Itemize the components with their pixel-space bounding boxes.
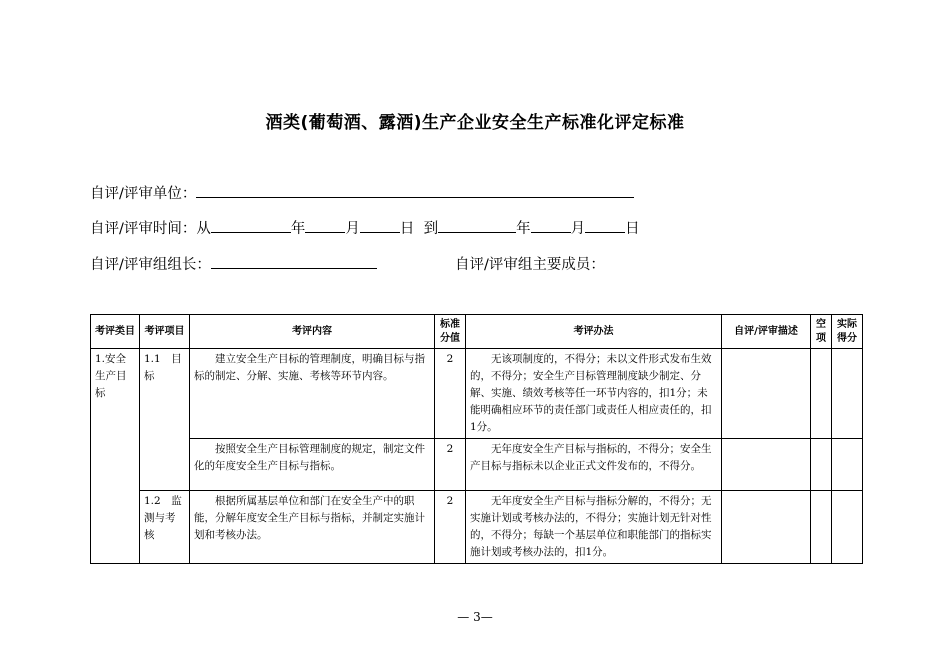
header-category: 考评类目 xyxy=(91,315,140,349)
project-cell: 1.2 监测与考核 xyxy=(140,491,190,564)
score-cell: 2 xyxy=(435,439,466,491)
method-cell: 无该项制度的，不得分；未以文件形式发布生效的，不得分；安全生产目标管理制度缺少制定、分解、实施、绩效考核等任一环节内容的，扣1分；未能明确相应环节的责任部门或责任人相应责任的，扣1分。 xyxy=(466,349,722,439)
year-label: 年 xyxy=(290,221,306,237)
leader-blank-line[interactable] xyxy=(211,253,377,269)
actual-score-cell[interactable] xyxy=(832,349,863,439)
header-score: 标准分值 xyxy=(435,315,466,349)
leader-label: 自评/评审组组长： xyxy=(90,257,211,273)
day-label: 日 xyxy=(399,221,415,237)
document-title: 酒类(葡萄酒、露酒)生产企业安全生产标准化评定标准 xyxy=(265,113,685,133)
method-cell: 无年度安全生产目标与指标的，不得分；安全生产目标与指标未以企业正式文件发布的，不得分。 xyxy=(466,439,722,491)
description-cell[interactable] xyxy=(722,349,811,439)
score-cell: 2 xyxy=(435,491,466,564)
content-cell: 建立安全生产目标的管理制度，明确目标与指标的制定、分解、实施、考核等环节内容。 xyxy=(190,349,435,439)
table-row xyxy=(91,349,863,439)
content-cell: 按照安全生产目标管理制度的规定，制定文件化的年度安全生产目标与指标。 xyxy=(190,439,435,491)
header-method: 考评办法 xyxy=(466,315,722,349)
year-label: 年 xyxy=(516,221,531,237)
unit-label: 自评/评审单位： xyxy=(90,186,197,202)
table-row xyxy=(91,439,863,491)
end-day-blank[interactable] xyxy=(585,217,625,233)
header-empty-item: 空项 xyxy=(811,315,832,349)
leader-row xyxy=(90,253,377,274)
start-day-blank[interactable] xyxy=(360,217,400,233)
header-project: 考评项目 xyxy=(140,315,190,349)
actual-score-cell[interactable] xyxy=(832,491,863,564)
start-month-blank[interactable] xyxy=(305,217,345,233)
start-year-blank[interactable] xyxy=(211,217,291,233)
members-label: 自评/评审组主要成员： xyxy=(455,257,605,273)
table-header-row xyxy=(91,315,863,349)
description-cell[interactable] xyxy=(722,491,811,564)
description-cell[interactable] xyxy=(722,439,811,491)
table-row xyxy=(91,491,863,564)
evaluation-time-row xyxy=(90,217,640,238)
empty-item-cell[interactable] xyxy=(811,491,832,564)
evaluation-standard-table xyxy=(90,314,863,564)
page-number: — 3— xyxy=(457,610,493,624)
empty-item-cell[interactable] xyxy=(811,349,832,439)
method-cell: 无年度安全生产目标与指标分解的，不得分；无实施计划或考核办法的，不得分；实施计划无针对性的，不得分；每缺一个基层单位和职能部门的指标实施计划或考核办法的，扣1分。 xyxy=(466,491,722,564)
to-label: 到 xyxy=(423,221,439,237)
month-label: 月 xyxy=(570,221,586,237)
category-cell: 1.安全生产目标 xyxy=(91,349,140,564)
header-actual-score: 实际得分 xyxy=(832,315,863,349)
header-content: 考评内容 xyxy=(190,315,435,349)
month-label: 月 xyxy=(345,221,360,237)
day-label: 日 xyxy=(625,221,640,237)
empty-item-cell[interactable] xyxy=(811,439,832,491)
unit-blank-line[interactable] xyxy=(196,182,634,198)
end-year-blank[interactable] xyxy=(438,217,516,233)
content-cell: 根据所属基层单位和部门在安全生产中的职能，分解年度安全生产目标与指标，并制定实施计划和考核办法。 xyxy=(190,491,435,564)
project-cell: 1.1 目标 xyxy=(140,349,190,491)
evaluation-unit-row xyxy=(90,182,634,203)
header-description: 自评/评审描述 xyxy=(722,315,811,349)
end-month-blank[interactable] xyxy=(531,217,571,233)
score-cell: 2 xyxy=(435,349,466,439)
time-label: 自评/评审时间：从 xyxy=(90,221,211,237)
actual-score-cell[interactable] xyxy=(832,439,863,491)
